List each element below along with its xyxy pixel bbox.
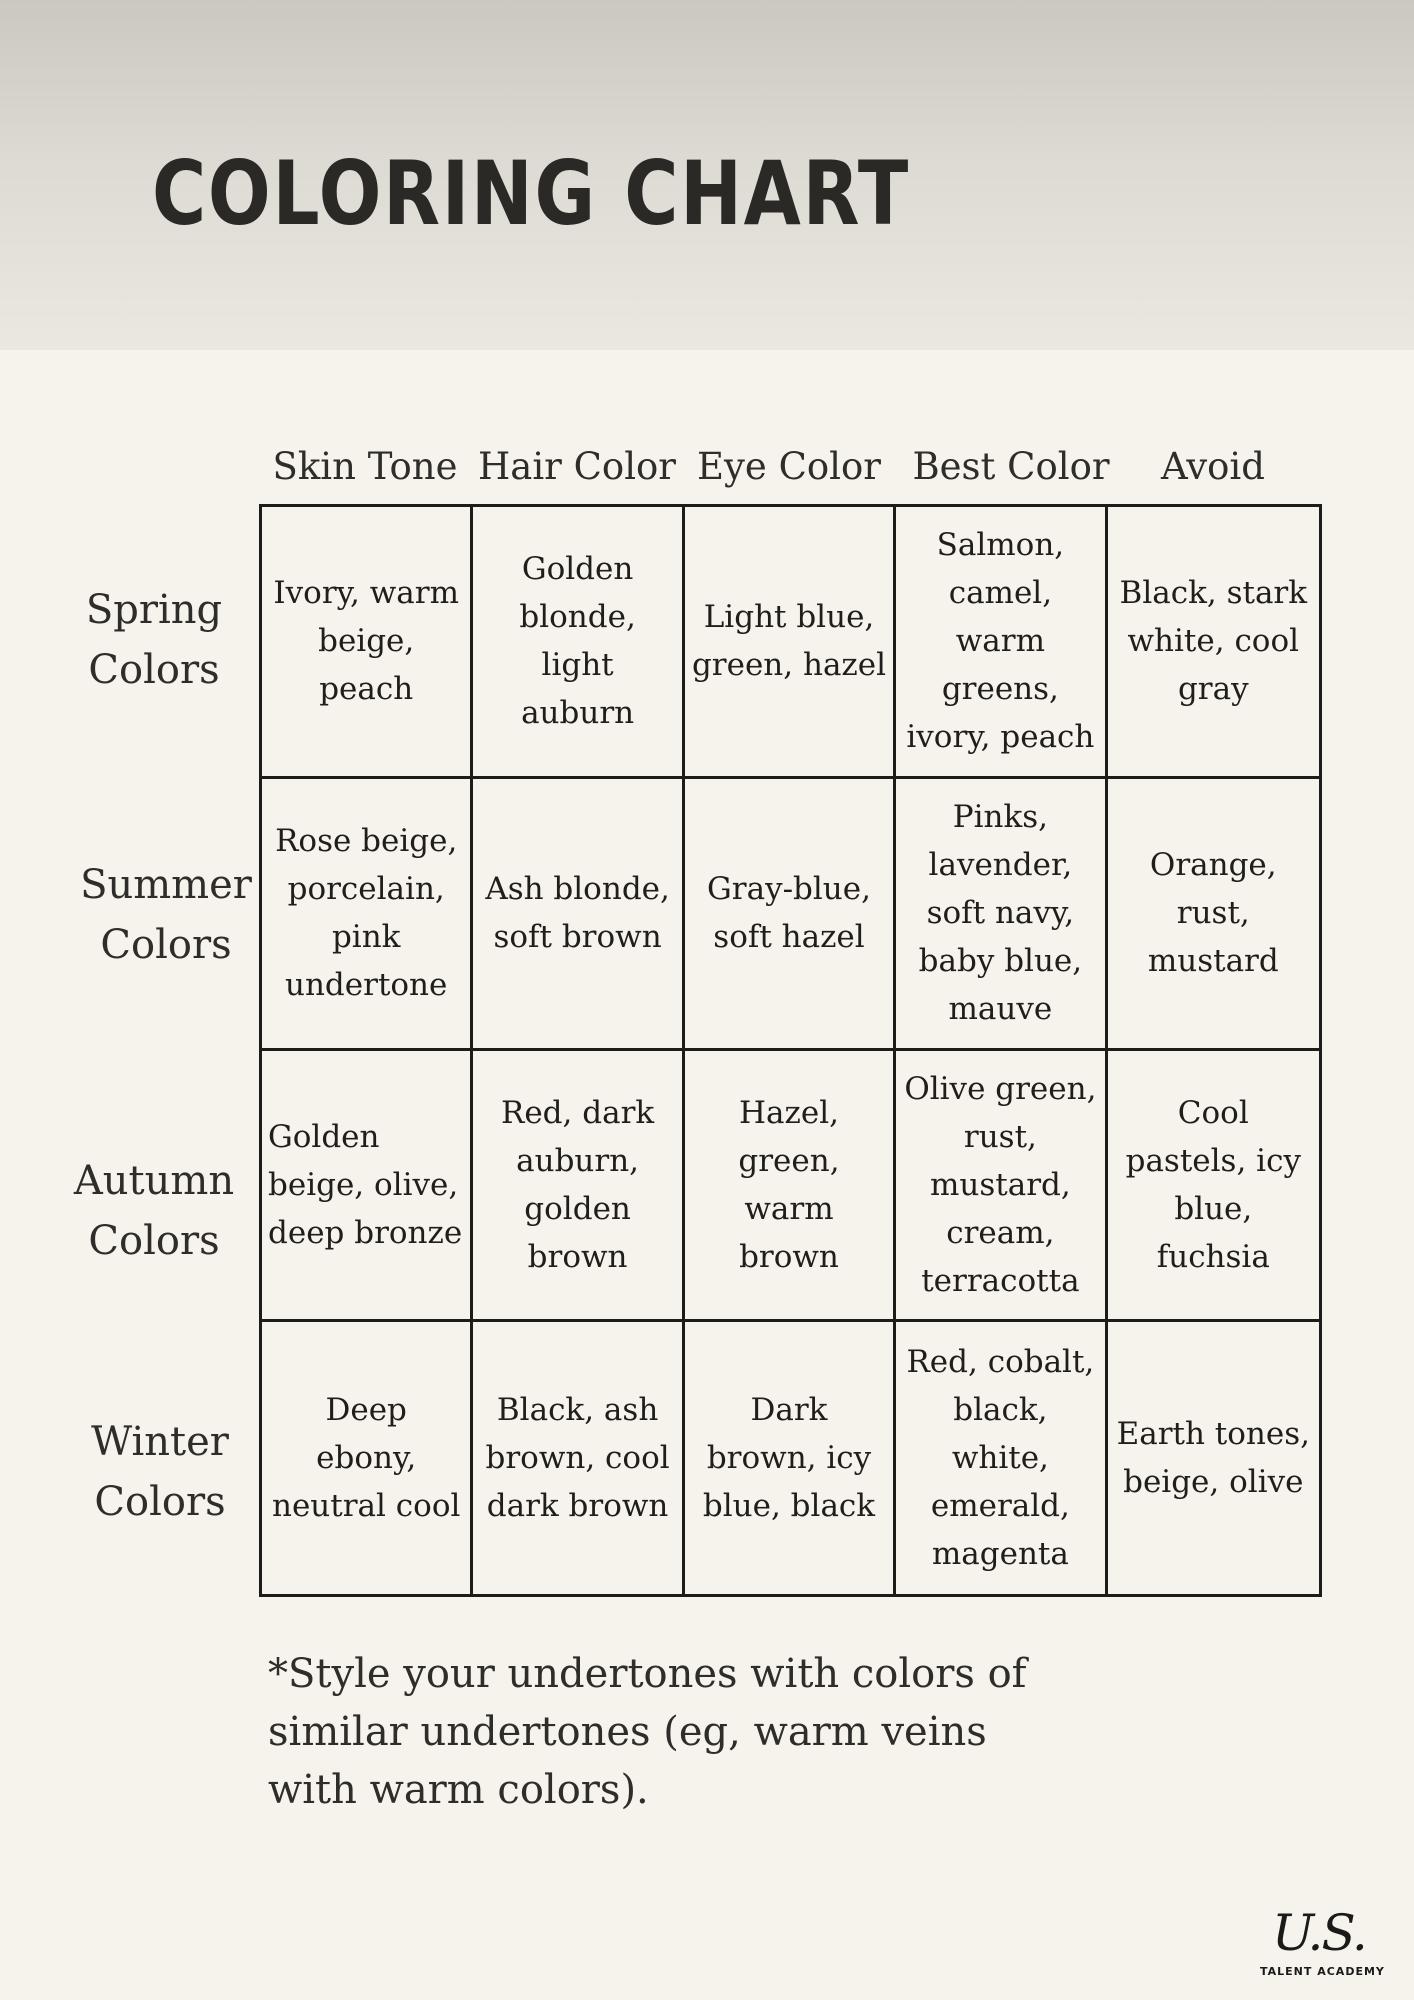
cell-line: cream,: [946, 1214, 1055, 1251]
column-header-eye-color: Eye Color: [697, 445, 881, 488]
cell-line: fuchsia: [1156, 1238, 1270, 1275]
cell-line: soft brown: [493, 919, 662, 956]
table-cell: [896, 779, 1107, 1051]
cell-line: pink: [331, 919, 401, 956]
row-label-autumn: Autumn Colors: [73, 1158, 235, 1264]
cell-line: white, cool: [1127, 623, 1300, 660]
cell-line: brown, cool: [485, 1440, 670, 1477]
table-cell: [473, 1322, 684, 1594]
cell-line: golden: [524, 1190, 631, 1227]
cell-line: Gray-blue,: [707, 871, 871, 908]
cell-line: blue, black: [702, 1488, 876, 1525]
cell-line: terracotta: [921, 1262, 1080, 1299]
cell-line: rust,: [1176, 895, 1250, 932]
cell-line: Dark: [750, 1392, 828, 1429]
table-cell: [685, 507, 896, 779]
cell-line: Hazel,: [739, 1094, 839, 1131]
table-cell: [896, 1322, 1107, 1594]
cell-line: Golden: [268, 1118, 380, 1155]
table-cell: [262, 507, 473, 779]
cell-line: rust,: [963, 1118, 1037, 1155]
cell-line: brown, icy: [706, 1440, 872, 1477]
cell-line: porcelain,: [287, 871, 445, 908]
table-cell: [262, 1322, 473, 1594]
cell-line: warm: [955, 623, 1045, 660]
cell-line: Ash blonde,: [485, 871, 670, 908]
cell-line: dark brown: [486, 1488, 669, 1525]
table-cell: [473, 779, 684, 1051]
cell-line: deep bronze: [268, 1214, 463, 1251]
column-header-skin-tone: Skin Tone: [272, 445, 458, 488]
cell-line: Orange,: [1149, 847, 1277, 884]
cell-line: black,: [953, 1392, 1048, 1429]
cell-line: beige, peach: [318, 623, 415, 708]
cell-line: white,: [951, 1440, 1049, 1477]
cell-line: mustard,: [930, 1166, 1071, 1203]
table-cell: [896, 1051, 1107, 1323]
cell-line: Olive green,: [904, 1070, 1097, 1107]
cell-line: Red, dark: [501, 1094, 655, 1131]
column-header-best-color: Best Color: [912, 445, 1110, 488]
cell-line: Rose beige,: [275, 823, 458, 860]
cell-line: Earth tones,: [1116, 1416, 1310, 1453]
cell-line: Golden: [521, 551, 634, 588]
table-cell: [473, 507, 684, 779]
cell-line: soft hazel: [713, 919, 865, 956]
cell-line: Salmon,: [936, 527, 1065, 564]
cell-line: pastels, icy: [1125, 1142, 1301, 1179]
cell-line: magenta: [931, 1536, 1069, 1573]
cell-line: Deep: [325, 1392, 407, 1429]
cell-line: Pinks,: [952, 799, 1049, 836]
cell-line: ivory, peach: [906, 719, 1095, 756]
cell-line: light: [541, 647, 614, 684]
cell-line: auburn: [521, 695, 635, 732]
cell-line: brown: [527, 1238, 628, 1275]
table-cell: [1108, 779, 1319, 1051]
table-cell: [1108, 507, 1319, 779]
cell-line: baby blue,: [918, 943, 1083, 980]
coloring-table: [259, 504, 1322, 1597]
table-cell: [262, 779, 473, 1051]
cell-line: brown: [739, 1238, 839, 1275]
cell-line: mustard: [1147, 943, 1279, 980]
cell-line: neutral cool: [271, 1488, 461, 1525]
table-cell: [685, 1051, 896, 1323]
cell-line: Cool: [1177, 1094, 1249, 1131]
cell-line: warm: [744, 1190, 834, 1227]
cell-line: mauve: [948, 991, 1053, 1028]
cell-line: soft navy,: [926, 895, 1075, 932]
row-label-winter: Winter Colors: [91, 1419, 229, 1525]
table-cell: [1108, 1322, 1319, 1594]
cell-line: green,: [738, 1142, 840, 1179]
table-cell: [685, 779, 896, 1051]
cell-line: greens,: [941, 671, 1059, 708]
table-cell: [473, 1051, 684, 1323]
cell-line: beige, olive,: [268, 1166, 459, 1203]
table-cell: [262, 1051, 473, 1323]
table-cell: [1108, 1051, 1319, 1323]
cell-line: lavender,: [928, 847, 1073, 884]
page-title: COLORING CHART: [152, 142, 910, 245]
logo-text: TALENT ACADEMY: [1260, 1965, 1385, 1978]
row-label-spring: Spring Colors: [85, 587, 223, 693]
cell-line: auburn,: [516, 1142, 640, 1179]
table-cell: [896, 507, 1107, 779]
column-header-avoid: Avoid: [1161, 445, 1265, 488]
footnote: *Style your undertones with colors of similar undertones (eg, warm veins with warm colors).: [268, 1651, 1027, 1813]
row-label-summer: Summer Colors: [80, 862, 252, 968]
cell-line: Light blue,: [703, 599, 875, 636]
cell-line: ebony,: [316, 1440, 417, 1477]
cell-line: green, hazel: [691, 647, 887, 684]
cell-line: Ivory, warm: [273, 575, 459, 612]
cell-line: camel,: [948, 575, 1053, 612]
talent-academy-logo: [1256, 1905, 1396, 1985]
table-cell: [685, 1322, 896, 1594]
cell-line: beige, olive: [1123, 1464, 1304, 1501]
column-header-hair-color: Hair Color: [478, 445, 676, 488]
cell-line: gray: [1177, 671, 1249, 708]
cell-line: blue,: [1174, 1190, 1253, 1227]
cell-line: emerald,: [930, 1488, 1070, 1525]
cell-line: blonde,: [519, 599, 636, 636]
cell-line: Red, cobalt,: [906, 1344, 1095, 1381]
cell-line: Black, ash: [496, 1392, 659, 1429]
cell-line: Black, stark: [1119, 575, 1308, 612]
logo-mark: U.S.: [1272, 1904, 1366, 1962]
cell-line: undertone: [285, 967, 448, 1004]
